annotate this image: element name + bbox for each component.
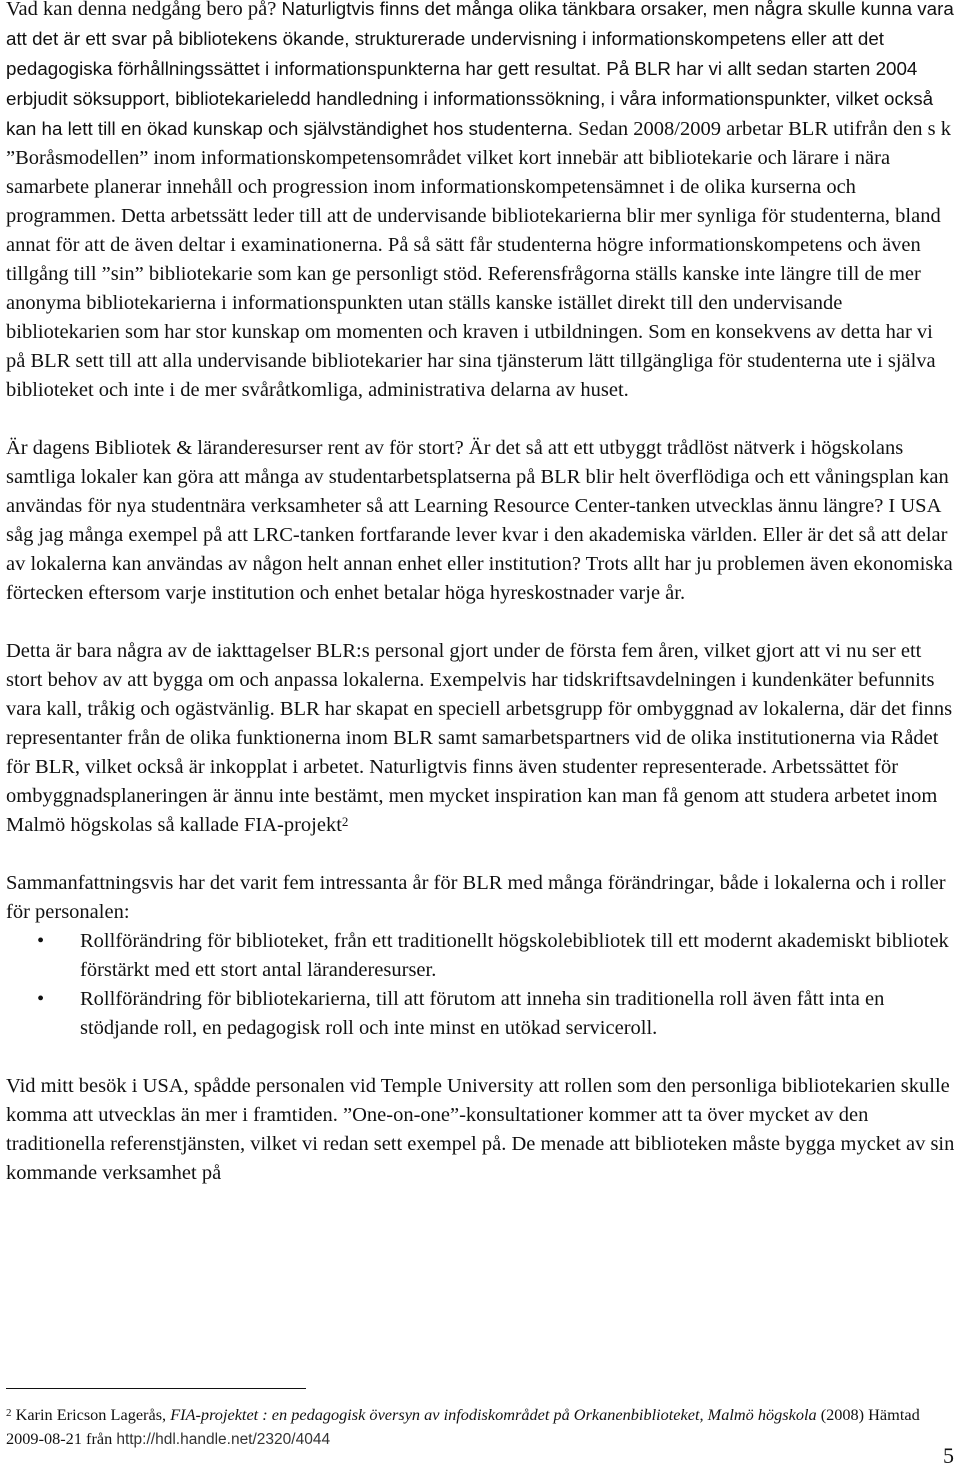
sentence-boras-model: Sedan 2008/2009 arbetar BLR utifrån den s k ”Boråsmodellen” inom informationskompetensområdet vilket kort innebär att bibliotekarie och lärare i nära samarbete planerar innehåll och progression inom informationskompetensämnet i de olika kurserna och programmen. Detta arbetssätt leder till att de undervisande bibliotekarierna blir mer synliga för studenterna, bland annat för att de även deltar i examinationerna. På så sätt får studenterna högre informationskompetens och även tillgång till ”sin” bibliotekarie som kan ge personligt stöd. Referensfrågorna ställs kanske inte längre till de mer anonyma bibliotekarierna i informationspunkten utan ställs kanske istället direkt till den undervisande bibliotekarien som har stor kunskap om momenten och kraven i utbildningen. Som en konsekvens av detta har vi på BLR sett till att alla undervisande bibliotekarier har sina tjänsterum lätt tillgängliga för studenterna ute i själva biblioteket och inte i de mer svåråtkomliga, administrativa delarna av huset.: [6, 118, 951, 401]
bullet-icon: •: [37, 930, 45, 952]
sentence-causes: Naturligtvis finns det många olika tänkbara orsaker, men några skulle kunna vara att det är ett svar på bibliotekens ökande, strukturerade undervisning i informationskompetens eller att det pedagogiska förhållningssättet i informationspunkterna har gett resultat.: [6, 0, 954, 79]
page-number: 5: [943, 1443, 954, 1468]
paragraph-1: [6, 0, 956, 405]
footnote-details: (2008) Hämtad 2009-08-21 från: [6, 1405, 920, 1448]
list-item: [6, 927, 956, 985]
bullet-icon: •: [37, 988, 45, 1010]
paragraph-3-text: Detta är bara några av de iakttagelser BLR:s personal gjort under de första fem åren, vilket gjort att vi nu ser ett stort behov av att bygga om och anpassa lokalerna. Exempelvis har tidskriftsavdelningen i kundenkäter befunnits vara kall, tråkig och ogästvänlig. BLR har skapat en speciell arbetsgrupp för ombyggnad av lokalerna, där det finns representanter från de olika funktionerna inom BLR samt samarbetspartners vid de olika institutionerna via Rådet för BLR, vilket också är inkopplat i arbetet. Naturligtvis finns även studenter representerade. Arbetssättet för ombyggnadsplaneringen är ännu inte bestämt, men mycket inspiration kan man få genom att studera arbetet inom Malmö högskolas så kallade FIA-projekt: [6, 640, 953, 836]
paragraph-spacer: [6, 608, 956, 637]
bullet-list: [6, 927, 956, 1043]
footnote-number: 2: [6, 1407, 12, 1419]
footnote-reference[interactable]: 2: [341, 814, 349, 829]
paragraph-3: [6, 637, 956, 840]
sentence-question: Vad kan denna nedgång bero på?: [6, 0, 277, 20]
footnote-title: FIA-projektet : en pedagogisk översyn av infodiskområdet på Orkanenbiblioteket, Malmö högskola: [170, 1405, 817, 1424]
paragraph-spacer: [6, 405, 956, 434]
list-item-text: Rollförändring för bibliotekarierna, till att förutom att inneha sin traditionella roll även fått inta en stödjande roll, en pedagogisk roll och inte minst en utökad serviceroll.: [80, 988, 885, 1039]
footnote: [6, 1403, 951, 1452]
paragraph-spacer: [6, 840, 956, 869]
paragraph-5: Vid mitt besök i USA, spådde personalen vid Temple University att rollen som den personliga bibliotekarien skulle komma att utvecklas än mer i framtiden. ”One-on-one”-konsultationer kommer att ta över mycket av den traditionella referenstjänsten, vilket vi redan sett exempel på. De menade att biblioteken måste bygga mycket av sin kommande verksamhet på: [6, 1075, 955, 1184]
document-page: [6, 0, 956, 1188]
paragraph-2: Är dagens Bibliotek & läranderesurser rent av för stort? Är det så att ett utbyggt trådlöst nätverk i högskolans samtliga lokaler kan göra att många av studentarbetsplatserna på BLR blir helt överflödiga och ett våningsplan kan användas för nya studentnära verksamheter så att Learning Resource Center-tanken utvecklas ännu längre? I USA såg jag många exempel på att LRC-tanken fortfarande lever kvar i den akademiska världen. Eller är det så att delar av lokalerna kan användas av någon helt annan enhet eller institution? Trots allt har ju problemen även ekonomiska förtecken eftersom varje institution och enhet betalar höga hyreskostnader varje år.: [6, 437, 953, 604]
list-item-text: Rollförändring för biblioteket, från ett traditionellt högskolebibliotek till ett modernt akademiskt bibliotek förstärkt med ett stort antal läranderesurser.: [80, 930, 949, 981]
paragraph-4: Sammanfattningsvis har det varit fem intressanta år för BLR med många förändringar, både i lokalerna och i roller för personalen:: [6, 872, 946, 923]
footnote-link[interactable]: http://hdl.handle.net/2320/4044: [116, 1431, 331, 1448]
footnote-author: Karin Ericson Lagerås,: [15, 1405, 167, 1424]
list-item: [6, 985, 956, 1043]
paragraph-spacer: [6, 1043, 956, 1072]
sentence-blr-support: På BLR har vi allt sedan starten 2004 erbjudit söksupport, bibliotekarieledd handledning i informationssökning, i våra informationspunkter, vilket också kan ha lett till en ökad kunskap och självständighet hos studenterna.: [6, 58, 934, 139]
footnote-divider: [6, 1388, 306, 1389]
